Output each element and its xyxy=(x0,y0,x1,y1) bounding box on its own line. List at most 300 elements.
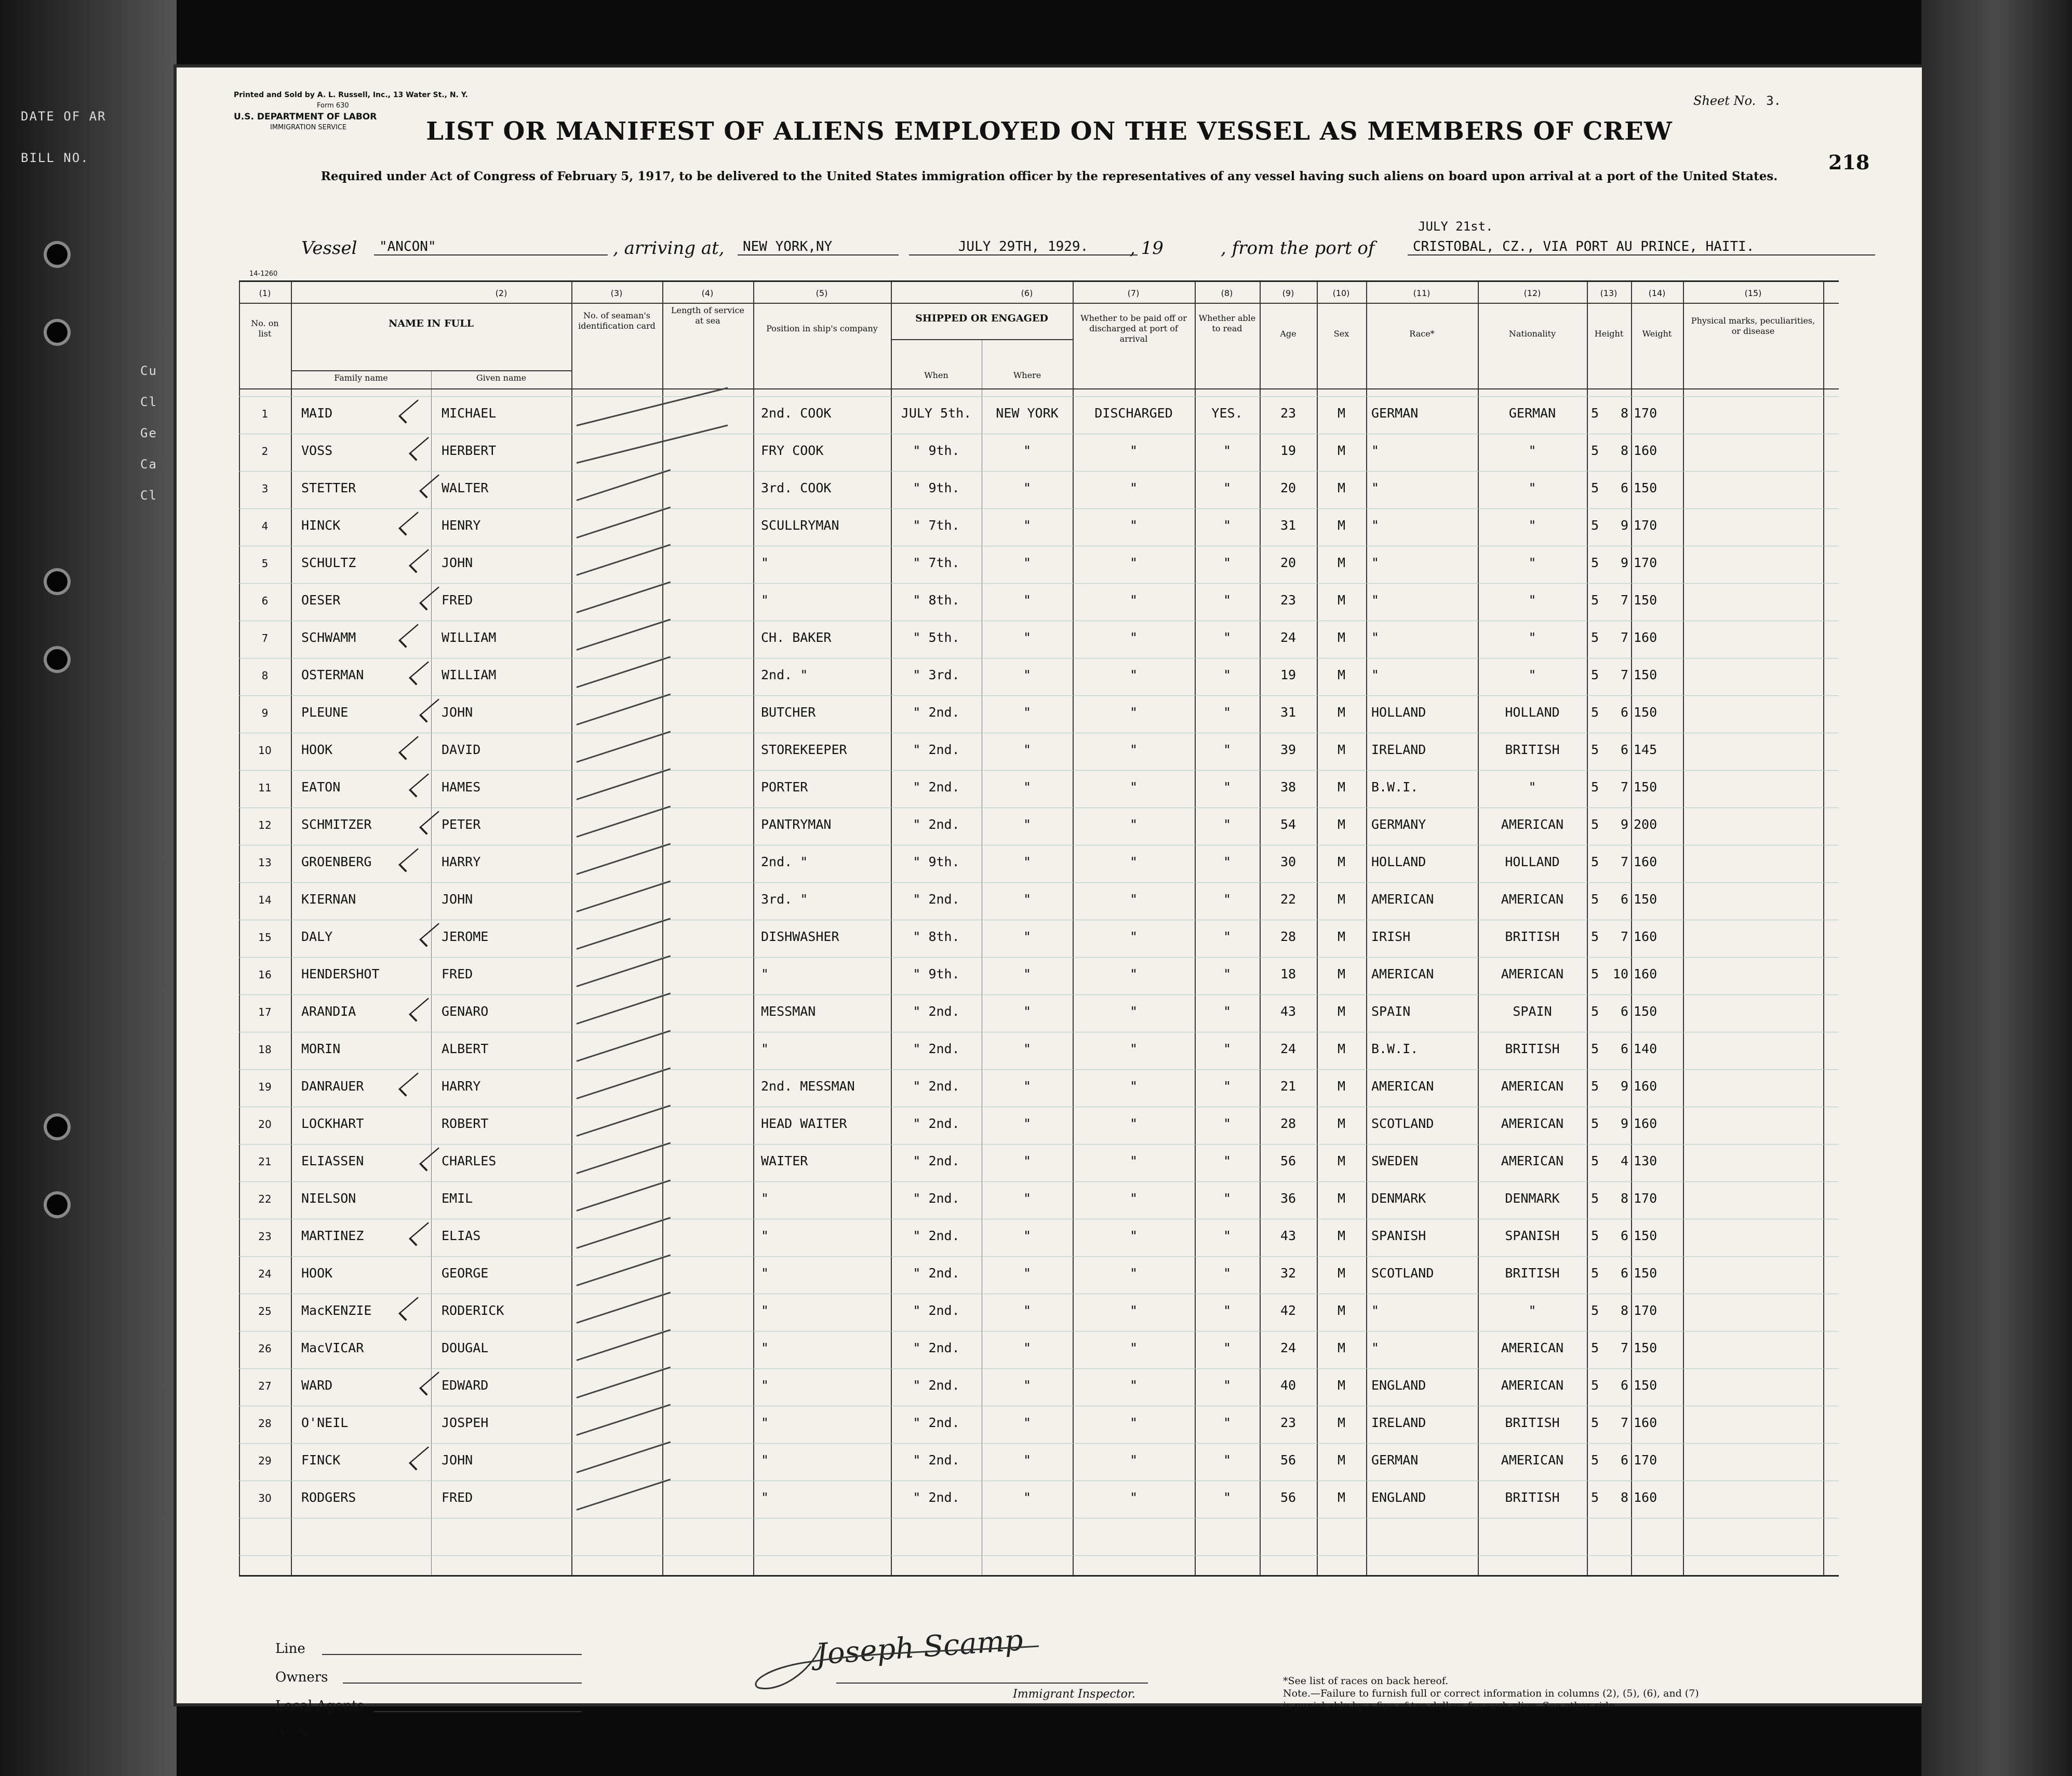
sheet-label: Sheet No. xyxy=(1693,93,1756,108)
cell-paid: " xyxy=(1129,742,1138,757)
right-binding-strip xyxy=(1921,0,2072,1776)
cell-no: 16 xyxy=(258,968,272,981)
cell-height-feet: 5 xyxy=(1591,1303,1599,1318)
cell-paid: " xyxy=(1129,1490,1138,1505)
cell-read: " xyxy=(1223,1490,1232,1505)
cell-when: " 2nd. xyxy=(913,779,960,795)
cell-no: 4 xyxy=(261,520,269,532)
table-row xyxy=(239,1481,1839,1518)
cell-paid: " xyxy=(1129,892,1138,907)
cell-read: " xyxy=(1223,518,1232,533)
cell-given: ROBERT xyxy=(442,1116,489,1131)
cell-read: " xyxy=(1223,1079,1232,1094)
cell-paid: " xyxy=(1129,1041,1138,1056)
arriving-label: , arriving at, xyxy=(613,238,725,259)
cell-no: 21 xyxy=(258,1155,272,1168)
cell-sex: M xyxy=(1337,518,1346,533)
cell-race: IRELAND xyxy=(1371,742,1426,757)
table-row xyxy=(239,583,1839,621)
cell-height-feet: 5 xyxy=(1591,705,1599,720)
cell-given: WALTER xyxy=(442,480,489,495)
cell-race: " xyxy=(1371,593,1380,608)
cell-weight: 160 xyxy=(1634,443,1657,458)
table-row xyxy=(239,1219,1839,1256)
form-number: Form 630 xyxy=(317,102,349,110)
column-heading-no-on-list: No. on list xyxy=(251,318,279,339)
cell-race: SPANISH xyxy=(1371,1228,1426,1243)
cell-weight: 170 xyxy=(1634,1452,1657,1468)
cell-paid: " xyxy=(1129,817,1138,832)
cell-where: " xyxy=(1023,892,1032,907)
cell-weight: 160 xyxy=(1634,854,1657,869)
cell-nat: AMERICAN xyxy=(1501,1452,1564,1468)
cell-weight: 150 xyxy=(1634,480,1657,495)
cell-position: MESSMAN xyxy=(761,1004,816,1019)
cell-read: " xyxy=(1223,1116,1232,1131)
cell-height-inches: 8 xyxy=(1620,1191,1628,1206)
cell-age: 18 xyxy=(1280,966,1296,981)
column-number: (10) xyxy=(1332,288,1350,298)
cell-no: 28 xyxy=(258,1417,272,1430)
column-heading-shipped: SHIPPED OR ENGAGED xyxy=(915,313,1048,324)
cell-no: 5 xyxy=(261,557,269,570)
cell-race: GERMAN xyxy=(1371,406,1419,421)
cell-paid: " xyxy=(1129,1378,1138,1393)
cell-where: " xyxy=(1023,518,1032,533)
cell-weight: 150 xyxy=(1634,1228,1657,1243)
cell-weight: 150 xyxy=(1634,667,1657,682)
cell-position: DISHWASHER xyxy=(761,929,839,944)
cell-race: AMERICAN xyxy=(1371,966,1434,981)
cell-when: " 9th. xyxy=(913,966,960,981)
cell-age: 24 xyxy=(1280,630,1296,645)
penalty-note: Note.—Failure to furnish full or correct information in columns (2), (5), (6), and (7) is punishable by a fine of ten dollars for each alien. See other side. xyxy=(1283,1688,1699,1712)
cell-nat: BRITISH xyxy=(1505,742,1560,757)
cell-paid: " xyxy=(1129,966,1138,981)
cell-height-inches: 6 xyxy=(1620,1041,1628,1056)
cell-no: 27 xyxy=(258,1380,272,1392)
cell-family: ARANDIA xyxy=(301,1004,356,1019)
cell-age: 54 xyxy=(1280,817,1296,832)
cell-age: 31 xyxy=(1280,518,1296,533)
cell-given: JOHN xyxy=(442,1452,473,1468)
cell-no: 22 xyxy=(258,1193,272,1205)
cell-race: ENGLAND xyxy=(1371,1490,1426,1505)
cell-paid: " xyxy=(1129,1266,1138,1281)
column-number: (5) xyxy=(816,288,828,298)
cell-height-feet: 5 xyxy=(1591,443,1599,458)
column-heading-id-card: No. of seaman's identification card xyxy=(578,311,656,331)
cell-weight: 150 xyxy=(1634,779,1657,795)
cell-where: " xyxy=(1023,1303,1032,1318)
cell-where: " xyxy=(1023,1228,1032,1243)
cell-no: 26 xyxy=(258,1342,272,1355)
column-heading-where: Where xyxy=(1013,370,1041,380)
cell-no: 23 xyxy=(258,1230,272,1243)
cell-paid: " xyxy=(1129,1153,1138,1168)
cell-age: 19 xyxy=(1280,667,1296,682)
from-label: , from the port of xyxy=(1221,238,1375,259)
cell-sex: M xyxy=(1337,1340,1346,1355)
cell-height-feet: 5 xyxy=(1591,1340,1599,1355)
table-row xyxy=(239,1181,1839,1219)
cell-weight: 145 xyxy=(1634,742,1657,757)
binding-hole xyxy=(47,322,68,343)
inspector-label: Immigrant Inspector. xyxy=(1013,1688,1135,1701)
table-row xyxy=(239,1069,1839,1107)
cell-height-inches: 8 xyxy=(1620,406,1628,421)
cell-height-feet: 5 xyxy=(1591,854,1599,869)
cell-height-inches: 6 xyxy=(1620,705,1628,720)
cell-weight: 150 xyxy=(1634,1266,1657,1281)
cell-no: 2 xyxy=(261,445,269,458)
column-heading-marks: Physical marks, peculiarities, or disease xyxy=(1691,316,1815,336)
cell-when: " 5th. xyxy=(913,630,960,645)
cell-no: 13 xyxy=(258,856,272,869)
cell-race: " xyxy=(1371,1303,1380,1318)
arriving-value: NEW YORK,NY xyxy=(738,239,899,255)
cell-where: " xyxy=(1023,854,1032,869)
cell-height-inches: 7 xyxy=(1620,630,1628,645)
cell-read: " xyxy=(1223,742,1232,757)
cell-position: " xyxy=(761,1490,769,1505)
cell-no: 24 xyxy=(258,1268,272,1280)
cell-when: " 2nd. xyxy=(913,742,960,757)
cell-when: " 2nd. xyxy=(913,705,960,720)
printer-line: Printed and Sold by A. L. Russell, Inc., 13 Water St., N. Y. xyxy=(234,91,468,99)
cell-age: 31 xyxy=(1280,705,1296,720)
cell-height-feet: 5 xyxy=(1591,1004,1599,1019)
cell-no: 6 xyxy=(261,595,269,607)
line-field xyxy=(322,1654,582,1655)
cell-height-inches: 6 xyxy=(1620,1228,1628,1243)
cell-sex: M xyxy=(1337,1452,1346,1468)
cell-height-inches: 8 xyxy=(1620,443,1628,458)
cell-given: PETER xyxy=(442,817,481,832)
table-row xyxy=(239,733,1839,770)
agents-label: Local Agents xyxy=(275,1698,364,1714)
column-number: (9) xyxy=(1282,288,1294,298)
table-row xyxy=(239,882,1839,920)
cell-weight: 170 xyxy=(1634,1191,1657,1206)
cell-read: " xyxy=(1223,929,1232,944)
side-tag: Cu xyxy=(140,364,157,378)
cell-paid: " xyxy=(1129,593,1138,608)
cell-sex: M xyxy=(1337,966,1346,981)
table-row-rule xyxy=(239,1555,1839,1556)
cell-read: " xyxy=(1223,1340,1232,1355)
cell-paid: " xyxy=(1129,1191,1138,1206)
binding-hole xyxy=(47,1116,68,1137)
cell-family: ELIASSEN xyxy=(301,1153,364,1168)
cell-family: HINCK xyxy=(301,518,341,533)
cell-age: 23 xyxy=(1280,406,1296,421)
cell-race: " xyxy=(1371,518,1380,533)
cell-family: SCHULTZ xyxy=(301,555,356,570)
binding-hole xyxy=(47,1194,68,1215)
cell-height-feet: 5 xyxy=(1591,1191,1599,1206)
cell-race: IRELAND xyxy=(1371,1415,1426,1430)
cell-position: FRY COOK xyxy=(761,443,824,458)
cell-family: PLEUNE xyxy=(301,705,349,720)
cell-height-feet: 5 xyxy=(1591,630,1599,645)
cell-nat: AMERICAN xyxy=(1501,1079,1564,1094)
cell-where: " xyxy=(1023,779,1032,795)
side-tag: BILL NO. xyxy=(21,151,89,165)
cell-paid: " xyxy=(1129,1415,1138,1430)
cell-paid: " xyxy=(1129,1116,1138,1131)
cell-height-feet: 5 xyxy=(1591,742,1599,757)
cell-age: 30 xyxy=(1280,854,1296,869)
crew-table xyxy=(239,280,1839,1577)
cell-height-feet: 5 xyxy=(1591,1415,1599,1430)
column-number: (15) xyxy=(1744,288,1762,298)
cell-read: " xyxy=(1223,892,1232,907)
cell-given: GENARO xyxy=(442,1004,489,1019)
cell-given: MICHAEL xyxy=(442,406,497,421)
cell-given: EDWARD xyxy=(442,1378,489,1393)
cell-read: " xyxy=(1223,1452,1232,1468)
cell-no: 3 xyxy=(261,482,269,495)
cell-where: " xyxy=(1023,667,1032,682)
cell-sex: M xyxy=(1337,929,1346,944)
cell-family: HENDERSHOT xyxy=(301,966,380,981)
column-number: (12) xyxy=(1523,288,1541,298)
cell-height-feet: 5 xyxy=(1591,1153,1599,1168)
cell-nat: " xyxy=(1528,630,1536,645)
cell-age: 56 xyxy=(1280,1490,1296,1505)
cell-when: " 8th. xyxy=(913,929,960,944)
cell-sex: M xyxy=(1337,705,1346,720)
departure-port: CRISTOBAL, CZ., VIA PORT AU PRINCE, HAITI. xyxy=(1408,239,1875,255)
column-heading-given-name: Given name xyxy=(476,373,527,383)
cell-position: SCULLRYMAN xyxy=(761,518,839,533)
cell-family: STETTER xyxy=(301,480,356,495)
cell-nat: DENMARK xyxy=(1505,1191,1560,1206)
column-heading-paid-off: Whether to be paid off or discharged at port of arrival xyxy=(1080,313,1187,344)
cell-height-feet: 5 xyxy=(1591,966,1599,981)
races-note: *See list of races on back hereof. xyxy=(1283,1675,1449,1687)
cell-given: HAMES xyxy=(442,779,481,795)
column-number: (11) xyxy=(1413,288,1431,298)
cell-no: 25 xyxy=(258,1305,272,1317)
cell-height-inches: 6 xyxy=(1620,1004,1628,1019)
cell-weight: 140 xyxy=(1634,1041,1657,1056)
cell-race: " xyxy=(1371,555,1380,570)
vessel-line xyxy=(177,219,1922,265)
cell-given: CHARLES xyxy=(442,1153,497,1168)
cell-no: 29 xyxy=(258,1455,272,1467)
cell-nat: BRITISH xyxy=(1505,1266,1560,1281)
cell-where: " xyxy=(1023,443,1032,458)
cell-where: " xyxy=(1023,555,1032,570)
cell-nat: " xyxy=(1528,667,1536,682)
table-row xyxy=(239,508,1839,546)
cell-height-inches: 8 xyxy=(1620,1490,1628,1505)
cell-sex: M xyxy=(1337,1079,1346,1094)
cell-race: SCOTLAND xyxy=(1371,1116,1434,1131)
cell-height-feet: 5 xyxy=(1591,1041,1599,1056)
cell-age: 40 xyxy=(1280,1378,1296,1393)
cell-height-inches: 6 xyxy=(1620,742,1628,757)
side-tag: Ca xyxy=(140,457,157,472)
cell-nat: AMERICAN xyxy=(1501,1116,1564,1131)
cell-paid: " xyxy=(1129,518,1138,533)
table-row xyxy=(239,396,1839,434)
cell-no: 12 xyxy=(258,819,272,831)
cell-height-feet: 5 xyxy=(1591,406,1599,421)
cell-race: DENMARK xyxy=(1371,1191,1426,1206)
cell-height-feet: 5 xyxy=(1591,1116,1599,1131)
cell-race: " xyxy=(1371,630,1380,645)
cell-family: OSTERMAN xyxy=(301,667,364,682)
cell-where: " xyxy=(1023,929,1032,944)
cell-race: IRISH xyxy=(1371,929,1411,944)
cell-when: " 2nd. xyxy=(913,1116,960,1131)
cell-nat: AMERICAN xyxy=(1501,892,1564,907)
cell-age: 42 xyxy=(1280,1303,1296,1318)
cell-height-feet: 5 xyxy=(1591,1378,1599,1393)
cell-given: FRED xyxy=(442,593,473,608)
cell-position: PANTRYMAN xyxy=(761,817,832,832)
cell-nat: BRITISH xyxy=(1505,1490,1560,1505)
table-row xyxy=(239,1032,1839,1069)
cell-when: " 9th. xyxy=(913,480,960,495)
cell-sex: M xyxy=(1337,817,1346,832)
cell-height-feet: 5 xyxy=(1591,593,1599,608)
cell-read: " xyxy=(1223,1153,1232,1168)
cell-weight: 150 xyxy=(1634,593,1657,608)
column-heading-when: When xyxy=(924,370,948,380)
cell-read: " xyxy=(1223,1415,1232,1430)
table-row xyxy=(239,1107,1839,1144)
cell-given: FRED xyxy=(442,966,473,981)
cell-position: " xyxy=(761,1266,769,1281)
cell-position: 2nd. " xyxy=(761,854,808,869)
cell-height-inches: 9 xyxy=(1620,817,1628,832)
cell-read: " xyxy=(1223,667,1232,682)
cell-read: YES. xyxy=(1211,406,1243,421)
cell-age: 20 xyxy=(1280,555,1296,570)
cell-given: ALBERT xyxy=(442,1041,489,1056)
side-tag: DATE OF AR xyxy=(21,109,106,124)
cell-family: KIERNAN xyxy=(301,892,356,907)
cell-read: " xyxy=(1223,1378,1232,1393)
cell-height-feet: 5 xyxy=(1591,555,1599,570)
cell-read: " xyxy=(1223,555,1232,570)
cell-family: LOCKHART xyxy=(301,1116,364,1131)
cell-family: RODGERS xyxy=(301,1490,356,1505)
cell-where: " xyxy=(1023,742,1032,757)
cell-height-inches: 6 xyxy=(1620,480,1628,495)
cell-height-inches: 6 xyxy=(1620,892,1628,907)
cell-age: 32 xyxy=(1280,1266,1296,1281)
table-row-rule xyxy=(239,388,1839,389)
cell-position: 2nd. MESSMAN xyxy=(761,1079,855,1094)
cell-family: MARTINEZ xyxy=(301,1228,364,1243)
cell-when: " 3rd. xyxy=(913,667,960,682)
cell-when: " 7th. xyxy=(913,518,960,533)
cell-given: JOHN xyxy=(442,892,473,907)
cell-position: " xyxy=(761,1452,769,1468)
cell-height-inches: 6 xyxy=(1620,1378,1628,1393)
cell-sex: M xyxy=(1337,1191,1346,1206)
cell-when: " 2nd. xyxy=(913,1303,960,1318)
cell-where: " xyxy=(1023,1340,1032,1355)
cell-weight: 150 xyxy=(1634,1378,1657,1393)
cell-family: MORIN xyxy=(301,1041,341,1056)
cell-family: SCHMITZER xyxy=(301,817,372,832)
cell-sex: M xyxy=(1337,593,1346,608)
cell-no: 9 xyxy=(261,707,269,719)
cell-nat: BRITISH xyxy=(1505,929,1560,944)
cell-height-feet: 5 xyxy=(1591,667,1599,682)
cell-position: " xyxy=(761,1340,769,1355)
cell-nat: SPAIN xyxy=(1513,1004,1552,1019)
column-heading-race: Race* xyxy=(1409,329,1435,339)
cell-family: O'NEIL xyxy=(301,1415,349,1430)
cell-sex: M xyxy=(1337,1228,1346,1243)
cell-race: SPAIN xyxy=(1371,1004,1411,1019)
cell-read: " xyxy=(1223,593,1232,608)
cell-nat: " xyxy=(1528,443,1536,458)
cell-race: " xyxy=(1371,1340,1380,1355)
cell-read: " xyxy=(1223,630,1232,645)
cell-nat: HOLLAND xyxy=(1505,854,1560,869)
table-row xyxy=(239,1294,1839,1331)
cell-where: " xyxy=(1023,705,1032,720)
cell-paid: " xyxy=(1129,667,1138,682)
column-number: (1) xyxy=(259,288,271,298)
cell-weight: 150 xyxy=(1634,892,1657,907)
cell-age: 24 xyxy=(1280,1340,1296,1355)
cell-height-feet: 5 xyxy=(1591,1452,1599,1468)
cell-when: " 2nd. xyxy=(913,1079,960,1094)
cell-when: " 2nd. xyxy=(913,1266,960,1281)
cell-height-inches: 7 xyxy=(1620,779,1628,795)
cell-height-inches: 7 xyxy=(1620,1340,1628,1355)
column-heading-family-name: Family name xyxy=(334,373,388,383)
cell-race: ENGLAND xyxy=(1371,1378,1426,1393)
cell-sex: M xyxy=(1337,1041,1346,1056)
cell-where: " xyxy=(1023,1191,1032,1206)
cell-height-inches: 4 xyxy=(1620,1153,1628,1168)
cell-where: " xyxy=(1023,1041,1032,1056)
cell-where: " xyxy=(1023,1266,1032,1281)
cell-nat: GERMAN xyxy=(1508,406,1556,421)
cell-paid: " xyxy=(1129,1340,1138,1355)
cell-paid: " xyxy=(1129,705,1138,720)
cell-nat: " xyxy=(1528,480,1536,495)
cell-weight: 170 xyxy=(1634,1303,1657,1318)
cell-family: HOOK xyxy=(301,1266,333,1281)
column-heading-nationality: Nationality xyxy=(1508,329,1556,339)
column-number: (4) xyxy=(701,288,714,298)
cell-sex: M xyxy=(1337,779,1346,795)
cell-when: " 2nd. xyxy=(913,1452,960,1468)
form-code: 14-1260 xyxy=(249,270,278,278)
cell-age: 28 xyxy=(1280,929,1296,944)
binding-hole xyxy=(47,649,68,670)
cell-position: STOREKEEPER xyxy=(761,742,847,757)
cell-no: 14 xyxy=(258,894,272,906)
cell-sex: M xyxy=(1337,1004,1346,1019)
cell-position: " xyxy=(761,555,769,570)
cell-race: HOLLAND xyxy=(1371,854,1426,869)
department: U.S. DEPARTMENT OF LABOR xyxy=(234,112,377,122)
table-row-rule xyxy=(239,303,1839,304)
cell-sex: M xyxy=(1337,1378,1346,1393)
